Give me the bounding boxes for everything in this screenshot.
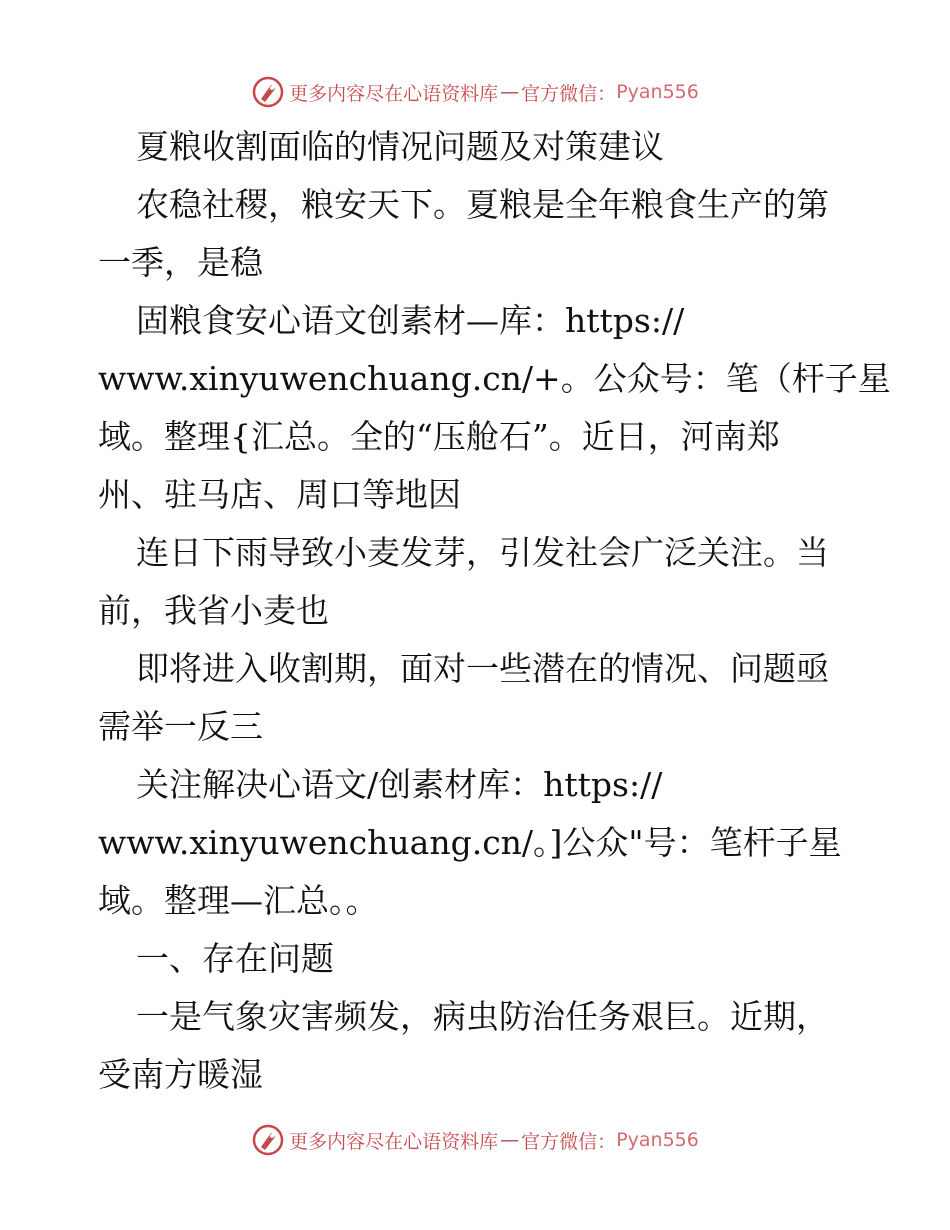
watermark-separator: — bbox=[500, 1129, 520, 1151]
watermark-banner-top bbox=[0, 72, 950, 112]
watermark-suffix: 官方微信： bbox=[521, 82, 617, 105]
section-heading: 一、存在问题 bbox=[136, 939, 334, 978]
paragraph-line: 前，我省小麦也 bbox=[98, 591, 329, 630]
paragraph-line: 域。整理—汇总。。 bbox=[98, 881, 379, 920]
watermark-separator: — bbox=[500, 81, 520, 103]
watermark-text: 更多内容尽在心语资料库 bbox=[289, 82, 499, 105]
paragraph-line: 即将进入收割期，面对一些潜在的情况、问题亟 bbox=[136, 649, 829, 688]
paragraph-line: 一是气象灾害频发，病虫防治任务艰巨。近期， bbox=[136, 997, 829, 1036]
paragraph-line: 受南方暖湿 bbox=[98, 1055, 263, 1094]
pen-nib-icon bbox=[251, 75, 285, 109]
paragraph-line: www.xinyuwenchuang.cn/+。公众号：笔（杆子星 bbox=[98, 359, 891, 398]
paragraph-line: 州、驻马店、周口等地因 bbox=[98, 475, 461, 514]
paragraph-line: 农稳社稷，粮安天下。夏粮是全年粮食生产的第 bbox=[136, 185, 829, 224]
paragraph-line: 一季，是稳 bbox=[98, 243, 263, 282]
watermark-brand: Pyan556 bbox=[616, 81, 699, 103]
paragraph-line: 关注解决心语文/创素材库：https:// bbox=[136, 765, 663, 804]
paragraph-line: www.xinyuwenchuang.cn/。]公众"号：笔杆子星 bbox=[98, 823, 842, 862]
document-title: 夏粮收割面临的情况问题及对策建议 bbox=[136, 127, 664, 166]
paragraph-line: 固粮食安心语文创素材—库：https:// bbox=[136, 301, 685, 340]
pen-nib-icon bbox=[251, 1123, 285, 1157]
paragraph-line: 需举一反三 bbox=[98, 707, 263, 746]
paragraph-line: 域。整理{汇总。全的“压舱石”。近日，河南郑 bbox=[98, 417, 780, 456]
watermark-suffix: 官方微信： bbox=[521, 1130, 617, 1153]
watermark-brand: Pyan556 bbox=[616, 1129, 699, 1151]
watermark-banner-bottom bbox=[0, 1120, 950, 1160]
paragraph-line: 连日下雨导致小麦发芽，引发社会广泛关注。当 bbox=[136, 533, 829, 572]
watermark-text: 更多内容尽在心语资料库 bbox=[289, 1130, 499, 1153]
